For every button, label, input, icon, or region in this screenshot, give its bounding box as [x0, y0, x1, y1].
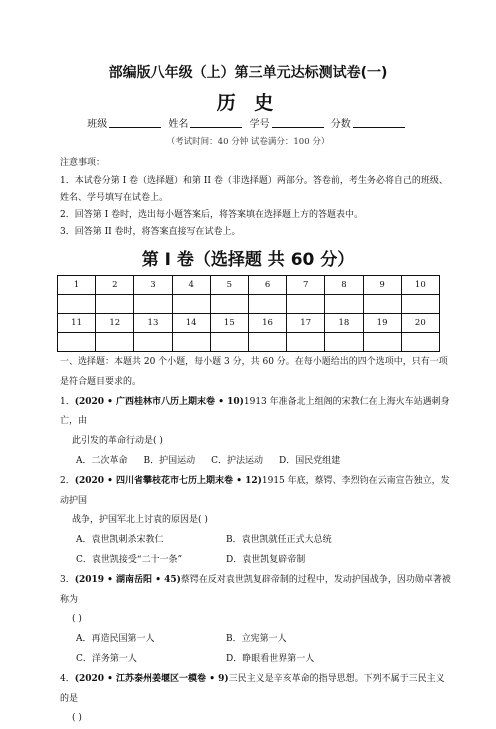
answer-number-cell: 10 [401, 276, 439, 295]
options [60, 452, 452, 472]
answer-blank-cell[interactable] [401, 333, 439, 352]
name-label: 姓名 [168, 119, 189, 130]
answer-blank-cell[interactable] [210, 333, 248, 352]
question-stem-cont: 战争，护国军北上讨袁的原因是( ) [72, 515, 208, 526]
option-c[interactable]: C．袁世凯接受“二十一条” [76, 554, 183, 565]
answer-number-cell: 16 [248, 314, 286, 333]
answer-blank-cell[interactable] [172, 295, 210, 314]
class-blank[interactable] [109, 127, 161, 128]
answer-blank-cell[interactable] [325, 333, 363, 352]
question-number: 1． [60, 396, 75, 407]
option-a[interactable]: A．二次革命 [76, 455, 128, 466]
note-item: 1．本试卷分第 I 卷（选择题）和第 II 卷（非选择题）两部分。答卷前，考生务必将自己的班级、姓名、学号填写在试卷上。 [60, 176, 448, 203]
answer-number-cell: 5 [210, 276, 248, 295]
option-b[interactable]: B．袁世凯就任正式大总统 [226, 535, 332, 546]
answer-number-cell: 13 [134, 314, 172, 333]
question-2 [60, 472, 452, 571]
section-title: 第 I 卷（选择题 共 60 分） [141, 250, 355, 270]
student-info-line [0, 115, 496, 130]
answer-number-cell: 3 [134, 276, 172, 295]
answer-number-cell: 14 [172, 314, 210, 333]
answer-blank-cell[interactable] [58, 295, 96, 314]
question-source: (2020 • 四川省攀枝花市七历上期末卷 • 12) [74, 475, 262, 486]
answer-number-cell: 6 [248, 276, 286, 295]
question-number: 4． [60, 673, 75, 684]
answer-number-cell: 15 [210, 314, 248, 333]
answer-number-cell: 7 [287, 276, 325, 295]
choice-instructions: 一、选择题：本题共 20 个小题，每小题 3 分，共 60 分。在每小题给出的四个选项中，只有一项是符合题目要求的。 [60, 357, 448, 387]
option-c[interactable]: C．洋务第一人 [76, 653, 137, 664]
option-b[interactable]: B．立宪第一人 [226, 634, 287, 645]
option-d[interactable]: D．国民党组建 [279, 455, 341, 466]
exam-title: 部编版八年级（上）第三单元达标测试卷(一) [108, 65, 388, 81]
question-number: 3． [60, 574, 75, 585]
notes-heading: 注意事项： [60, 158, 106, 168]
answer-blank-cell[interactable] [363, 333, 401, 352]
answer-blank-cell[interactable] [325, 295, 363, 314]
answer-number-cell: 2 [96, 276, 134, 295]
answer-number-cell: 8 [325, 276, 363, 295]
answer-blank-row [58, 295, 440, 314]
answer-number-row [58, 276, 440, 295]
answer-blank-cell[interactable] [210, 295, 248, 314]
answer-number-cell: 20 [401, 314, 439, 333]
option-d[interactable]: D．睁眼看世界第一人 [226, 653, 315, 664]
score-label: 分数 [330, 119, 351, 130]
questions-block [60, 353, 452, 729]
question-stem: 三民主义是辛亥革命的指导思想。下列不属于三民主义的是 [60, 673, 445, 704]
answer-number-row [58, 314, 440, 333]
option-d[interactable]: D．袁世凯复辟帝制 [226, 554, 306, 565]
answer-number-cell: 1 [58, 276, 96, 295]
name-blank[interactable] [190, 127, 242, 128]
question-source: (2020 • 江苏泰州姜堰区一模卷 • 9) [74, 673, 229, 684]
student-id-label: 学号 [249, 119, 270, 130]
answer-blank-cell[interactable] [363, 295, 401, 314]
question-source: (2019 • 湖南岳阳 • 45) [74, 574, 181, 585]
answer-blank-cell[interactable] [134, 333, 172, 352]
exam-time-and-score: （考试时间：40 分钟 试卷满分：100 分） [166, 137, 330, 147]
student-id-blank[interactable] [272, 127, 324, 128]
note-item: 3．回答第 II 卷时，将答案直接写在试卷上。 [60, 227, 241, 237]
options [60, 630, 452, 670]
score-blank[interactable] [353, 127, 405, 128]
option-b[interactable]: B．护国运动 [143, 455, 196, 466]
subject-heading: 历 史 [216, 92, 280, 114]
note-item: 2．回答第 I 卷时，选出每小题答案后，将答案填在选择题上方的答题表中。 [60, 210, 364, 220]
answer-blank-cell[interactable] [96, 295, 134, 314]
answer-number-cell: 17 [287, 314, 325, 333]
answer-blank-cell[interactable] [248, 333, 286, 352]
question-number: 2． [60, 475, 75, 486]
answer-blank-row [58, 333, 440, 352]
answer-number-cell: 18 [325, 314, 363, 333]
answer-blank-cell[interactable] [287, 295, 325, 314]
answer-number-cell: 19 [363, 314, 401, 333]
answer-number-cell: 4 [172, 276, 210, 295]
option-c[interactable]: C．护法运动 [211, 455, 264, 466]
question-stem: 蔡锷在反对袁世凯复辟帝制的过程中，发动护国战争，因功勋卓著被称为 [60, 574, 451, 605]
question-stem-cont: ( ) [72, 614, 82, 625]
question-1 [60, 393, 452, 472]
answer-blank-cell[interactable] [96, 333, 134, 352]
answer-blank-cell[interactable] [172, 333, 210, 352]
question-3 [60, 571, 452, 670]
answer-blank-cell[interactable] [134, 295, 172, 314]
question-4 [60, 670, 452, 729]
option-a[interactable]: A．袁世凯刺杀宋教仁 [76, 535, 164, 546]
question-source: (2020 • 广西桂林市八历上期末卷 • 10) [74, 396, 244, 407]
option-a[interactable]: A．再造民国第一人 [76, 634, 155, 645]
notes-block [60, 155, 450, 241]
answer-blank-cell[interactable] [248, 295, 286, 314]
answer-table [57, 275, 440, 352]
class-label: 班级 [87, 119, 108, 130]
answer-number-cell: 12 [96, 314, 134, 333]
answer-blank-cell[interactable] [401, 295, 439, 314]
question-stem-cont: ( ) [72, 713, 82, 724]
question-stem: 1915 年底，蔡锷、李烈钧在云南宣告独立，发动护国 [60, 475, 450, 506]
question-stem-cont: 此引发的革命行动是( ) [72, 436, 163, 447]
answer-blank-cell[interactable] [58, 333, 96, 352]
answer-blank-cell[interactable] [287, 333, 325, 352]
options [60, 531, 452, 571]
answer-number-cell: 9 [363, 276, 401, 295]
answer-number-cell: 11 [58, 314, 96, 333]
question-stem: 1913 年准备北上组阁的宋教仁在上海火车站遇刺身亡，由 [60, 396, 450, 427]
